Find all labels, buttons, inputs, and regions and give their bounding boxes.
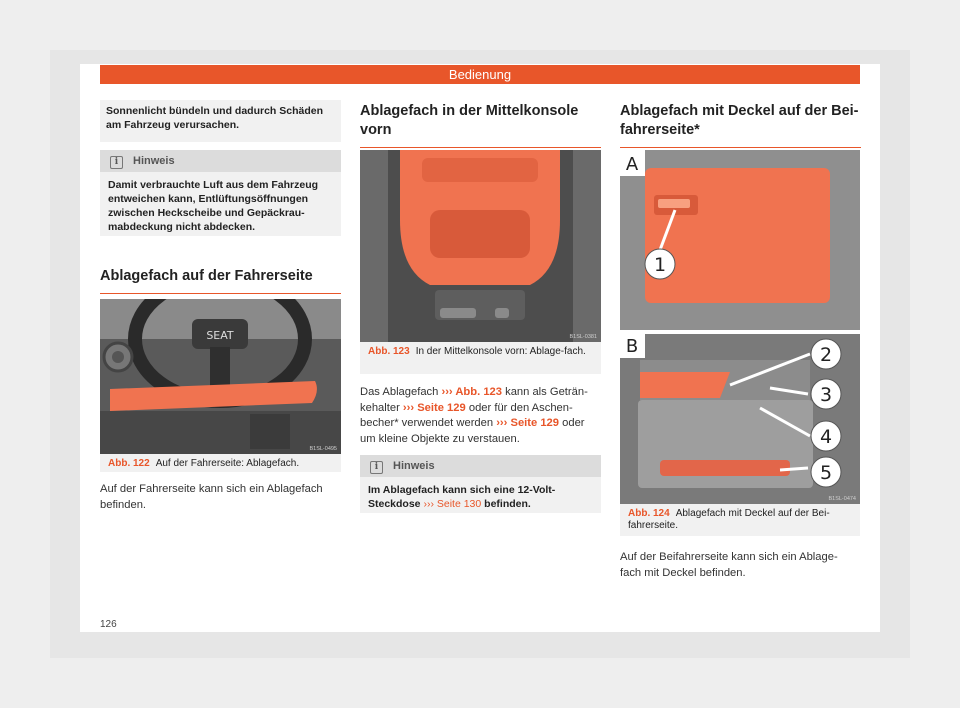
page-number: 126 [100,619,117,630]
page-link[interactable]: ››› Seite 129 [402,401,466,414]
body-text: Auf der Beifahrerseite kann sich ein Ablage-fach mit Deckel befinden. [620,551,838,579]
figure-code: B1SL-0474 [828,496,856,502]
figure-caption: Abb. 124 Ablagefach mit Deckel auf der Bei-fahrerseite. [620,504,860,536]
warning-text: Sonnenlicht bündeln und dadurch Schäden am Fahrzeug verursachen. [100,100,341,142]
figure-driver-compartment [100,299,341,454]
section-heading: Ablagefach in der Mittelkonsole vorn [360,102,601,148]
section-header: Bedienung [100,65,860,84]
callout-1: 1 [653,254,667,276]
heading-rule [100,293,341,294]
note-text: Damit verbrauchte Luft aus dem Fahrzeug entweichen kann, Entlüftungsöffnungen zwischen Heckscheibe und Gepäckrau-mabdeckung nicht abdecken. [108,179,319,233]
body-text: Das Ablagefach ››› Abb. 123 kann als Geträn-kehalter ››› Seite 129 oder für den Aschen-becher* verwendet werden ››› Seite 129 oder um kleine Objekte zu verstauen. [360,386,588,445]
heading-rule [620,147,861,148]
svg-text:SEAT: SEAT [206,329,234,342]
figure-caption: Abb. 122 Auf der Fahrerseite: Ablagefach. [100,454,341,472]
callout-5: 5 [819,462,833,484]
heading-rule [360,147,601,148]
page-link[interactable]: ››› Seite 129 [496,417,560,429]
section-heading: Ablagefach mit Deckel auf der Bei-fahrerseite* [620,102,861,148]
callout-3: 3 [819,384,833,406]
panel-a-label: A [625,154,639,175]
figure-center-console [360,150,601,342]
figure-link[interactable]: ››› Abb. 123 [441,386,502,398]
center-console-illustration [360,150,601,342]
callout-4: 4 [819,426,833,448]
panel-b-label: B [625,336,639,357]
figure-caption: Abb. 123 In der Mittelkonsole vorn: Ablage-fach. [360,342,601,374]
body-text: Auf der Fahrerseite kann sich ein Ablagefach befinden. [100,483,323,511]
figure-glovebox [620,150,860,504]
steering-wheel-illustration [100,299,341,454]
note-header: i Hinweis [100,150,341,172]
note-box [100,150,341,236]
figure-code: B1SL-0495 [309,446,337,452]
glovebox-illustration [620,150,860,504]
note-text: Im Ablagefach kann sich eine 12-Volt-Steckdose ››› Seite 130 befinden. [368,484,556,510]
callout-2: 2 [819,344,833,366]
page-link[interactable]: ››› Seite 130 [423,498,482,510]
section-heading: Ablagefach auf der Fahrerseite [100,267,341,294]
info-icon: i [110,156,123,169]
info-icon: i [370,461,383,474]
note-header: i Hinweis [360,455,601,477]
figure-code: B1SL-0381 [569,334,597,340]
note-box [360,455,601,513]
